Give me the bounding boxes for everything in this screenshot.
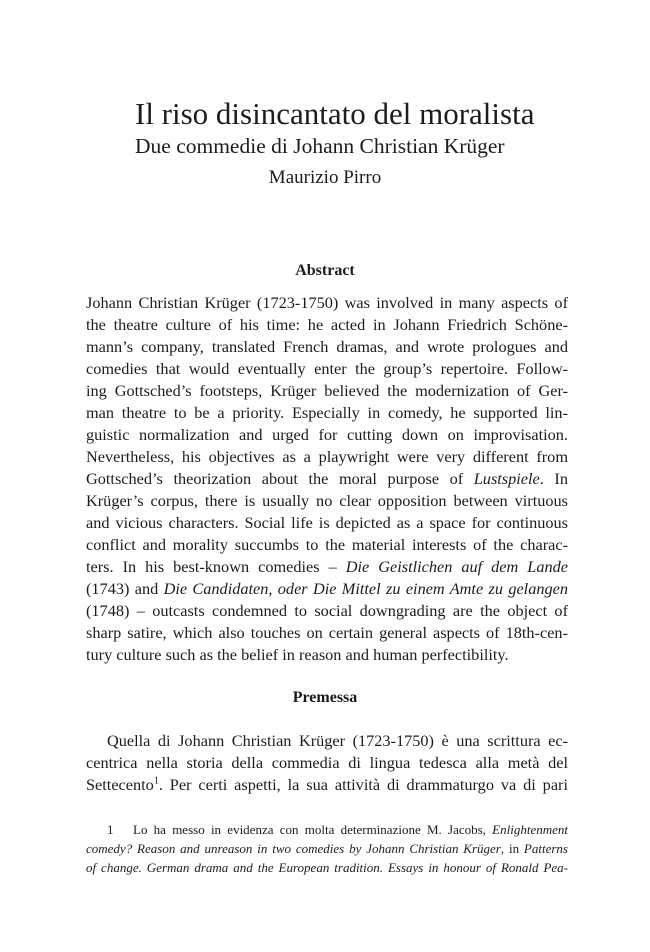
- footnote-line: [86, 858, 568, 877]
- footnote-line: [86, 820, 568, 839]
- abstract-italic-title: Lustspiele: [473, 469, 540, 488]
- premessa-line: centrica nella storia della commedia di lingua tedesca alla metà del: [86, 753, 568, 772]
- abstract-body: [86, 292, 568, 666]
- article-subtitle: Due commedie di Johann Christian Krüger: [135, 134, 505, 158]
- footnote: [86, 820, 568, 877]
- abstract-line: conflict and morality succumbs to the material interests of the charac-: [86, 535, 568, 554]
- abstract-line: tury culture such as the belief in reason and human perfectibility.: [86, 645, 509, 664]
- abstract-line: (1748) – outcasts condemned to social downgrading are the object of: [86, 601, 568, 620]
- abstract-italic-title: Die Geistlichen auf dem Lande: [345, 557, 568, 576]
- premessa-line: Quella di Johann Christian Krüger (1723-1750) è una scrittura ec-: [107, 731, 568, 750]
- abstract-line: [86, 468, 568, 490]
- footnote-text: Lo ha messo in evidenza con molta determinazione M. Jacobs,: [133, 822, 493, 837]
- abstract-line: the theatre culture of his time: he acted in Johann Friedrich Schöne-: [86, 315, 568, 334]
- abstract-line: Krüger’s corpus, there is usually no clear opposition between virtuous: [86, 491, 568, 510]
- footnote-italic: of change. German drama and the European tradition. Essays in honour of Ronald Pea-: [86, 860, 568, 875]
- footnote-italic: comedy? Reason and unreason in two comedies by Johann Christian Krüger: [86, 841, 501, 856]
- abstract-text: (1743) and: [86, 579, 164, 598]
- article-title: Il riso disincantato del moralista: [135, 96, 535, 131]
- author-name: Maurizio Pirro: [268, 167, 382, 188]
- footnote-number: 1: [107, 822, 114, 837]
- abstract-text: . In: [539, 469, 568, 488]
- abstract-line: Johann Christian Krüger (1723-1750) was involved in many aspects of: [86, 293, 568, 312]
- premessa-body: [86, 730, 568, 796]
- premessa-line: [86, 774, 568, 796]
- premessa-text: Settecento: [86, 775, 154, 794]
- footnote-italic: Patterns: [523, 841, 568, 856]
- premessa-text: . Per certi aspetti, la sua attività di drammaturgo va di pari: [158, 775, 568, 794]
- footnote-italic: Enlightenment: [492, 822, 568, 837]
- footnote-line: [86, 839, 568, 858]
- premessa-heading: Premessa: [292, 689, 358, 706]
- abstract-line: [86, 578, 568, 600]
- abstract-line: mann’s company, translated French dramas, and wrote prologues and: [86, 337, 568, 356]
- abstract-line: ing Gottsched’s footsteps, Krüger believed the modernization of Ger-: [86, 381, 568, 400]
- abstract-text: Gottsched’s theorization about the moral purpose of: [86, 469, 474, 488]
- footnote-reference: 1: [153, 775, 159, 787]
- abstract-line: guistic normalization and urged for cutting down on improvisation.: [86, 425, 568, 444]
- abstract-text: ters. In his best-known comedies –: [86, 557, 346, 576]
- abstract-heading: Abstract: [295, 262, 355, 279]
- footnote-text: , in: [500, 841, 524, 856]
- abstract-line: sharp satire, which also touches on certain general aspects of 18th-cen-: [86, 623, 568, 642]
- abstract-italic-title: Die Candidaten, oder Die Mittel zu einem Amte zu gelangen: [163, 579, 568, 598]
- abstract-line: comedies that would eventually enter the group’s repertoire. Follow-: [86, 359, 568, 378]
- abstract-line: Nevertheless, his objectives as a playwright were very different from: [86, 447, 568, 466]
- abstract-line: [86, 556, 568, 578]
- abstract-line: man theatre to be a priority. Especially in comedy, he supported lin-: [86, 403, 568, 422]
- abstract-line: and vicious characters. Social life is depicted as a space for continuous: [86, 513, 568, 532]
